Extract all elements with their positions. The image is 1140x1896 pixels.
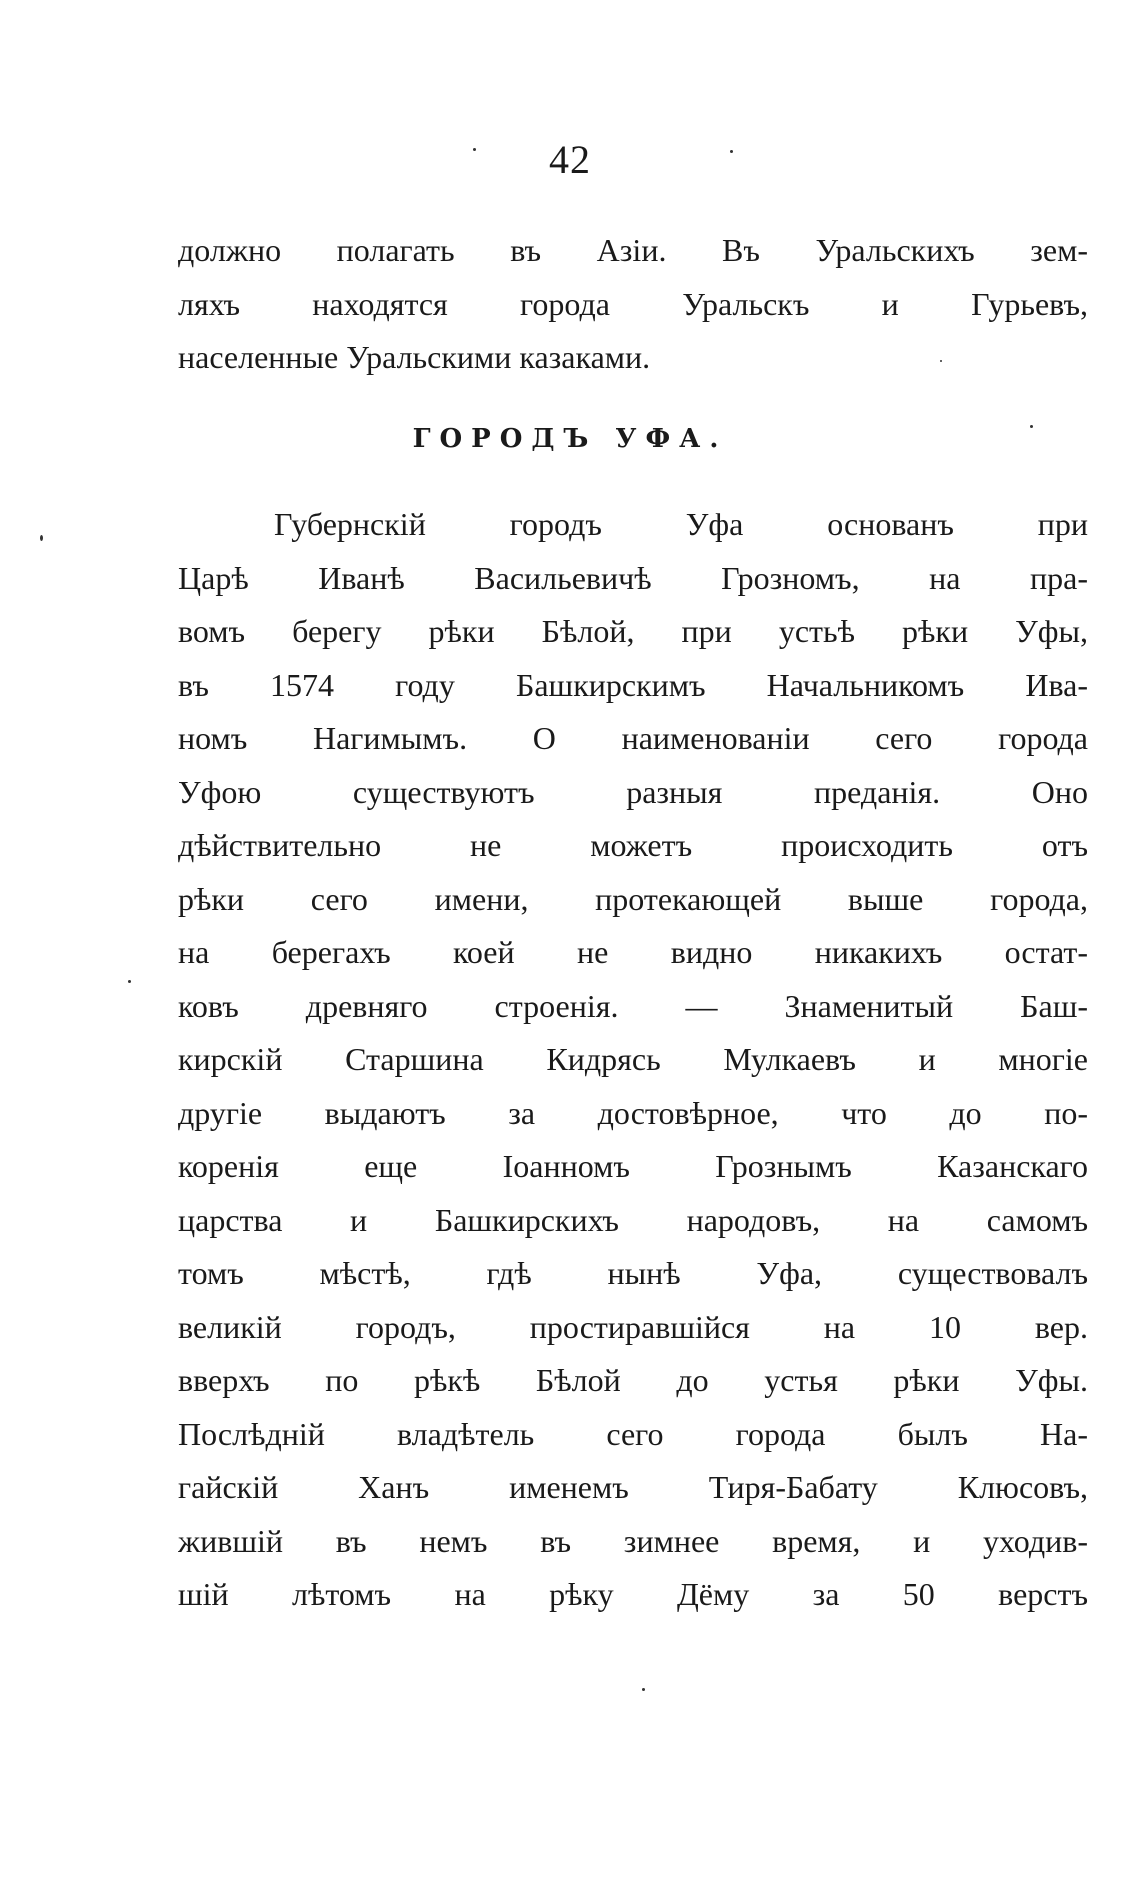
scan-speck [473,148,476,151]
text-line: номъ Нагимымъ. О наименованіи сего города [178,720,1088,756]
intro-paragraph [178,224,1088,385]
text-line: ковъ древняго строенія. — Знаменитый Баш- [178,987,1088,1024]
scan-speck [730,150,733,153]
text-line: гайскій Ханъ именемъ Тиря-Бабату Клюсовъ, [178,1469,1088,1505]
text-line: шій лѣтомъ на рѣку Дёму за 50 верстъ [178,1576,1088,1612]
text-line: на берегахъ коей не видно никакихъ остат- [178,934,1088,970]
text-line: вверхъ по рѣкѣ Бѣлой до устья рѣки Уфы. [178,1362,1088,1398]
scan-speck [40,535,43,541]
text-line: другіе выдаютъ за достовѣрное, что до по- [178,1094,1088,1131]
text-line: въ 1574 году Башкирскимъ Начальникомъ Ива- [178,666,1088,703]
text-line: Губернскій городъ Уфа основанъ при [274,506,1088,542]
scan-speck [128,980,131,983]
scan-speck [642,1688,645,1691]
page-number: 42 [549,137,591,182]
section-heading: ГОРОДЪ УФА. [412,424,728,454]
text-line: коренія еще Іоанномъ Грознымъ Казанскаго [178,1148,1088,1184]
text-line: населенные Уральскими казаками. [178,339,651,375]
text-line: царства и Башкирскихъ народовъ, на самомъ [178,1201,1088,1238]
text-line: великій городъ, простиравшійся на 10 вер. [178,1308,1088,1345]
text-line: рѣки сего имени, протекающей выше города, [178,880,1088,917]
text-line: должно полагать въ Азіи. Въ Уральскихъ зем- [178,232,1088,268]
text-line: Уфою существуютъ разныя преданія. Оно [178,773,1088,810]
text-line: кирскій Старшина Кидрясь Мулкаевъ и многіе [178,1041,1088,1077]
text-line: дѣйствительно не можетъ происходить отъ [178,827,1088,863]
body-paragraph [178,498,1088,1622]
text-line: томъ мѣстѣ, гдѣ нынѣ Уфа, существовалъ [178,1255,1088,1291]
scan-speck [1030,425,1033,428]
scan-speck [940,360,942,362]
text-line: ляхъ находятся города Уральскъ и Гурьевъ, [178,285,1088,322]
text-line: жившій въ немъ въ зимнее время, и уходив- [178,1522,1088,1559]
text-line: Послѣдній владѣтель сего города былъ На- [178,1415,1088,1452]
text-line: вомъ берегу рѣки Бѣлой, при устьѣ рѣки Уфы, [178,613,1088,649]
text-line: Царѣ Иванѣ Васильевичѣ Грозномъ, на пра- [178,559,1088,596]
